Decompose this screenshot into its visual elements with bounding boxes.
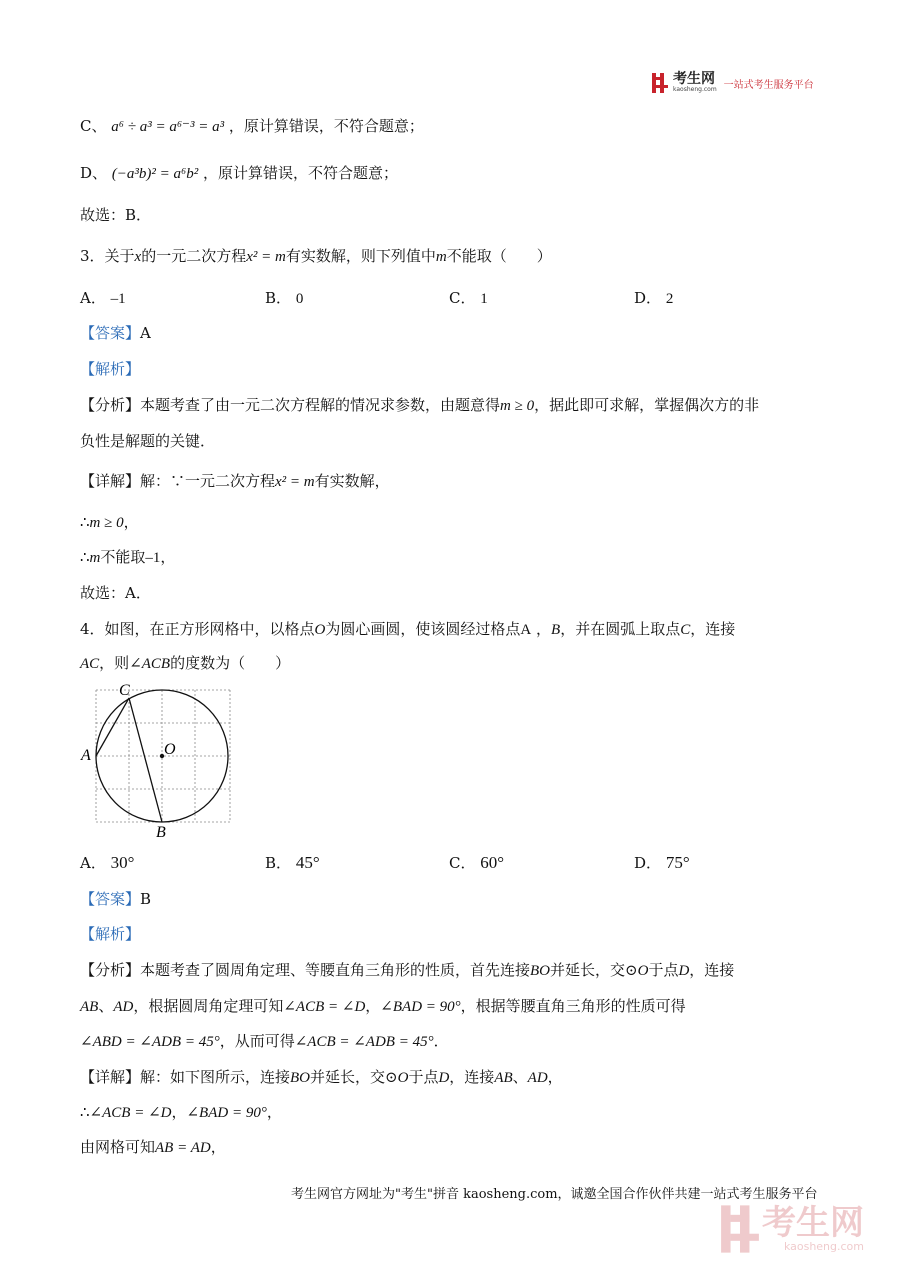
- logo-name: 考生网: [673, 71, 715, 87]
- footer-text: 考生网官方网址为"考生"拼音 kaosheng.com，诚邀全国合作伙伴共建一站式考生服务平台: [291, 1187, 818, 1202]
- label-o: O: [164, 741, 176, 758]
- q4-therefore-comma-2: ，: [266, 1103, 282, 1121]
- q3-m-ge-0: m ≥ 0: [500, 398, 535, 414]
- label-c: C: [119, 682, 130, 699]
- q4-answer-value: B: [140, 890, 152, 908]
- q4-therefore-comma: ，: [171, 1103, 187, 1121]
- q4-fenxi-d-point: D: [678, 963, 690, 979]
- q4-detail-d: ，连接: [449, 1068, 495, 1086]
- choose-b-line: 故选：B．: [80, 206, 152, 224]
- kaosheng-logo-icon: [651, 72, 669, 94]
- q4-fenxi-c: 于点: [648, 961, 679, 979]
- q3-cannot: 不能取: [100, 548, 146, 566]
- d-comment: ，原计算错误，不符合题意；: [203, 164, 399, 182]
- q4-fenxi-a: 【分析】本题考查了圆周角定理、等腰直角三角形的性质，首先连接: [80, 961, 531, 979]
- q4-ac: AC: [80, 656, 100, 672]
- q4-fenxi-o: O: [637, 963, 649, 979]
- q4-fenxi-acb-d: ∠ACB = ∠D: [283, 999, 366, 1015]
- q4-option-a-label: A．: [80, 854, 106, 872]
- q3-text-b: 的一元二次方程: [141, 247, 247, 265]
- q4-fenxi-d: ，连接: [689, 961, 735, 979]
- q4-detail-c: 于点: [408, 1068, 439, 1086]
- q4-ab-eq-ad: AB = AD: [155, 1140, 211, 1156]
- watermark-text-block: [762, 1202, 864, 1253]
- q3-detail-b: 有实数解，: [314, 472, 390, 490]
- q3-text-a: 3．关于: [80, 247, 135, 265]
- q3-fenxi-b: ，据此即可求解，掌握偶次方的非: [534, 396, 760, 414]
- q3-option-a-label: A．: [80, 289, 106, 307]
- q3-answer: [80, 322, 151, 343]
- q4-fenxi-e: 、: [98, 997, 114, 1015]
- q3-option-c: [449, 287, 488, 308]
- q3-neg1: –1: [145, 550, 161, 566]
- q4-option-c-value: 60°: [480, 853, 505, 872]
- d-expression: (−a³b)² = a⁶b²: [111, 166, 199, 182]
- q4-option-c: [449, 852, 504, 873]
- q4-detail-ad: AD: [527, 1070, 548, 1086]
- q4-grid-text: 由网格可知: [80, 1138, 156, 1156]
- q3-therefore-m: m: [89, 550, 101, 566]
- q3-option-a-value: –1: [110, 291, 126, 307]
- q4-analysis-label: 【解析】: [80, 925, 141, 943]
- logo-slogan: 一站式考生服务平台: [723, 79, 814, 91]
- segment-ac: [96, 698, 129, 756]
- q3-option-b: [265, 287, 303, 308]
- therefore-symbol-2: ∴: [80, 548, 90, 566]
- q3-option-d: [634, 287, 673, 308]
- q4-therefore-acb-d: ∠ACB = ∠D: [89, 1105, 172, 1121]
- q3-fenxi-line-2: 负性是解题的关键．: [80, 432, 216, 450]
- line-d: [80, 162, 398, 183]
- q4-option-a-value: 30°: [110, 853, 135, 872]
- question-4-line-2: [80, 652, 290, 673]
- q3-var-x: x: [134, 249, 142, 265]
- q4-option-c-label: C．: [449, 854, 476, 872]
- q4-text-f: 的度数为（ ）: [170, 654, 291, 672]
- q4-option-b: [265, 852, 320, 873]
- q4-fenxi-f: ，根据圆周角定理可知: [133, 997, 284, 1015]
- q3-detail-line-1: [80, 470, 390, 491]
- q4-detail-b: 并延长，交⊙: [310, 1068, 398, 1086]
- q4-answer-label: 【答案】: [80, 890, 141, 908]
- q4-circle-figure: [80, 680, 240, 840]
- q4-detail-f: ，: [547, 1068, 563, 1086]
- q4-option-d: [634, 852, 690, 873]
- q3-answer-value: A: [140, 324, 151, 342]
- q4-detail-e: 、: [512, 1068, 528, 1086]
- q4-fenxi-abd: ∠ABD = ∠ADB = 45°: [80, 1034, 220, 1050]
- q3-therefore-line-1: [80, 511, 139, 532]
- q3-fenxi-a: 【分析】本题考查了由一元二次方程解的情况求参数，由题意得: [80, 396, 501, 414]
- q4-option-a: [80, 852, 134, 873]
- option-d-label: D、: [80, 164, 108, 182]
- logo-text-block: [673, 73, 717, 93]
- q3-fenxi-line-1: [80, 394, 759, 415]
- q4-fenxi-bad: ∠BAD = 90°: [380, 999, 461, 1015]
- q4-fenxi-i: ，从而可得: [219, 1032, 295, 1050]
- label-a: A: [81, 747, 91, 764]
- q4-text-e: ，则: [99, 654, 130, 672]
- q4-angle-acb: ∠ACB: [129, 656, 171, 672]
- q4-grid-comma: ，: [210, 1138, 226, 1156]
- q3-comma: ，: [123, 513, 139, 531]
- q4-text-c: ，并在圆弧上取点: [560, 620, 681, 638]
- q4-option-d-value: 75°: [665, 853, 690, 872]
- q3-option-d-label: D．: [634, 289, 662, 307]
- q4-fenxi-g: ，: [365, 997, 381, 1015]
- c-expression: a⁶ ÷ a³ = a⁶⁻³ = a³: [111, 119, 225, 135]
- q4-text-a: 4．如图，在正方形网格中，以格点: [80, 620, 315, 638]
- q4-answer: [80, 888, 151, 909]
- q3-text-d: 不能取（ ）: [446, 247, 552, 265]
- q4-fenxi-line-1: [80, 959, 734, 980]
- q3-therefore-line-2: [80, 546, 175, 567]
- q3-option-a: [80, 287, 126, 308]
- header-logo: [651, 72, 814, 94]
- q4-option-d-label: D．: [634, 854, 662, 872]
- logo-domain: kaosheng.com: [673, 86, 717, 93]
- q4-option-b-label: B．: [265, 854, 292, 872]
- q4-detail-bo: BO: [290, 1070, 311, 1086]
- line-c: [80, 115, 424, 136]
- q4-option-b-value: 45°: [295, 853, 320, 872]
- q3-analysis-label: 【解析】: [80, 360, 141, 378]
- q4-point-o: O: [314, 622, 326, 638]
- q3-detail-a: 【详解】解：∵一元二次方程: [80, 472, 276, 490]
- q4-fenxi-acb-adb: ∠ACB = ∠ADB = 45°: [294, 1034, 434, 1050]
- watermark-logo-icon: [718, 1203, 762, 1255]
- q3-option-b-value: 0: [295, 291, 304, 307]
- q4-therefore-symbol: ∴: [80, 1103, 90, 1121]
- q4-detail-o: O: [397, 1070, 409, 1086]
- q3-var-m: m: [435, 249, 447, 265]
- option-c-label: C、: [80, 117, 107, 135]
- q4-detail-line-1: [80, 1066, 563, 1087]
- q4-detail-a: 【详解】解：如下图所示，连接: [80, 1068, 291, 1086]
- q4-text-d: ，连接: [690, 620, 736, 638]
- q3-text-c: 有实数解，则下列值中: [285, 247, 436, 265]
- q4-fenxi-line-3: [80, 1030, 449, 1051]
- q4-fenxi-ad: AD: [113, 999, 134, 1015]
- q4-fenxi-bo: BO: [530, 963, 551, 979]
- q4-point-c: C: [680, 622, 691, 638]
- question-4-line-1: 4．如图，在正方形网格中，以格点O为圆心画圆，使该圆经过格点A ，B，并在圆弧上取点C，连接: [80, 620, 736, 638]
- q3-comma-2: ，: [160, 548, 176, 566]
- watermark-text: 考生网: [762, 1202, 864, 1243]
- q3-option-c-label: C．: [449, 289, 476, 307]
- q4-fenxi-ab: AB: [80, 999, 99, 1015]
- q4-detail-ab: AB: [494, 1070, 513, 1086]
- q4-fenxi-h: ，根据等腰直角三角形的性质可得: [460, 997, 686, 1015]
- footer-watermark: [718, 1203, 864, 1255]
- watermark-domain: kaosheng.com: [783, 1239, 864, 1253]
- q3-option-b-label: B．: [265, 289, 292, 307]
- question-3: [80, 245, 552, 266]
- q3-answer-label: 【答案】: [80, 324, 141, 342]
- q4-point-a: A: [520, 622, 532, 638]
- q4-fenxi-j: ．: [433, 1032, 449, 1050]
- q4-point-b: B: [551, 622, 561, 638]
- q3-option-d-value: 2: [665, 291, 674, 307]
- choose-a-line: 故选：A．: [80, 584, 151, 602]
- q4-detail-d-point: D: [438, 1070, 450, 1086]
- label-b: B: [156, 824, 166, 840]
- q4-therefore-line: [80, 1101, 282, 1122]
- q4-fenxi-line-2: [80, 995, 686, 1016]
- segment-cb: [129, 698, 162, 822]
- q3-equation: x² = m: [246, 249, 286, 265]
- q3-therefore-m-ge-0: m ≥ 0: [89, 515, 124, 531]
- q4-fenxi-b: 并延长，交⊙: [550, 961, 638, 979]
- q4-therefore-bad: ∠BAD = 90°: [186, 1105, 267, 1121]
- c-comment: ，原计算错误，不符合题意；: [228, 117, 424, 135]
- therefore-symbol: ∴: [80, 513, 90, 531]
- q4-text-b: 为圆心画圆，使该圆经过格点: [325, 620, 521, 638]
- q3-detail-equation: x² = m: [275, 474, 315, 490]
- q4-grid-line: [80, 1136, 226, 1157]
- q3-option-c-value: 1: [480, 291, 488, 307]
